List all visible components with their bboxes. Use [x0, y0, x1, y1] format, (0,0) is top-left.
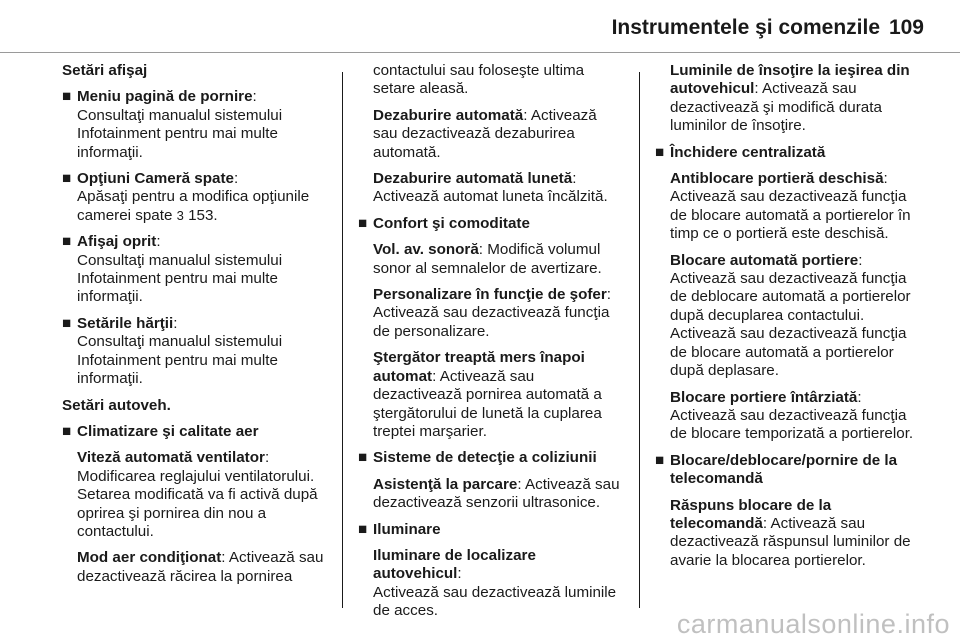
item-title: Confort şi comoditate — [373, 214, 530, 232]
item-colon: : — [233, 170, 239, 188]
sub-item — [373, 349, 624, 441]
bullet: ■ — [655, 143, 665, 161]
item-title: Setările hărţii — [77, 314, 174, 332]
sub-item-list — [358, 547, 624, 621]
menu-item — [62, 315, 330, 389]
sub-item — [670, 252, 923, 381]
sub-item — [670, 62, 923, 136]
menu-item — [62, 170, 330, 225]
sub-item-title: Viteză automată ventilator — [77, 449, 265, 467]
sub-item-list — [655, 170, 923, 444]
sub-item-text: Activează sau dezactivează funcţia de personalizare. — [373, 304, 610, 340]
section-heading: Setări autoveh. — [62, 396, 171, 414]
sub-item-sep: : — [517, 475, 522, 493]
sub-item-text: Activează sau dezactivează senzorii ultrasonice. — [373, 475, 620, 512]
item-text: Consultaţi manualul sistemului Infotainment pentru mai multe informaţii. — [77, 333, 283, 388]
sub-item-list — [358, 476, 624, 513]
sub-item-title: Blocare portiere întârziată — [670, 388, 858, 406]
item-title: Afişaj oprit — [77, 233, 157, 251]
item-title: Sisteme de detecţie a coliziunii — [373, 449, 597, 467]
item-title: Opţiuni Cameră spate — [77, 170, 234, 188]
sub-item-text: Modifică volumul sonor al semnalelor de avertizare. — [373, 241, 602, 277]
running-header-title: Instrumentele şi comenzile — [611, 16, 880, 39]
sub-item-text: Activează automat luneta încălzită. — [373, 188, 608, 206]
bullet: ■ — [62, 422, 72, 440]
continuation-block — [358, 62, 624, 207]
sub-item-text: Activează sau dezactivează funcţia de blocare temporizată a portierelor. — [670, 406, 914, 443]
sub-item-sep: : — [264, 449, 270, 467]
item-title: Climatizare şi calitate aer — [77, 422, 259, 440]
sub-item-title: Personalizare în funcţie de şofer — [373, 286, 607, 304]
sub-item — [670, 170, 923, 244]
header-rule — [0, 52, 960, 53]
bullet: ■ — [655, 451, 665, 469]
bullet: ■ — [62, 170, 72, 188]
sub-item — [373, 286, 624, 341]
sub-item-list — [655, 497, 923, 571]
column-3 — [655, 62, 923, 578]
sub-item-sep: : — [857, 388, 862, 406]
sub-item — [77, 549, 330, 586]
column-divider — [342, 72, 343, 608]
sub-item-sep: : — [858, 251, 863, 269]
item-title: Închidere centralizată — [670, 143, 826, 161]
watermark: carmanualsonline.info — [676, 609, 950, 639]
item-colon: : — [252, 88, 257, 106]
column-2 — [358, 62, 624, 629]
sub-item-title: Asistenţă la parcare — [373, 475, 518, 493]
sub-item — [373, 170, 624, 207]
menu-item — [358, 449, 624, 467]
item-colon: : — [173, 314, 178, 332]
bullet: ■ — [62, 88, 72, 106]
bullet: ■ — [358, 449, 368, 467]
menu-list — [62, 88, 330, 388]
item-text-after: 153. — [183, 206, 218, 224]
sub-item-text: Activează sau dezactivează şi modifică durata luminilor de însoţire. — [670, 80, 882, 135]
column-1 — [62, 62, 330, 594]
sub-item-sep: : — [432, 367, 437, 385]
sub-item-title: Iluminare de localizare autovehicul — [373, 546, 536, 583]
column-divider — [639, 72, 640, 608]
item-title: Iluminare — [373, 520, 441, 538]
sub-item-sep: : — [523, 106, 528, 124]
sub-item-list — [655, 62, 923, 136]
sub-item-list — [62, 449, 330, 586]
sub-item-sep: : — [221, 549, 226, 567]
sub-item-title: Dezaburire automată lunetă — [373, 170, 573, 188]
sub-item — [670, 389, 923, 444]
sub-item-text: Activează sau dezactivează răcirea la pornirea — [77, 549, 324, 585]
sub-item-sep: : — [762, 514, 768, 532]
sub-item-title: Mod aer condiţionat — [77, 549, 222, 567]
sub-item-text: Activează sau dezactivează pornirea automată a ştergătorului de lunetă la cuplarea treptei marşarier. — [373, 367, 602, 440]
sub-item-text: Modificarea reglajului ventilatorului. Setarea modificată va fi activă după oprirea şi pornirea din nou a contactului. — [77, 467, 318, 540]
sub-item-sep: : — [606, 286, 612, 304]
menu-item — [62, 88, 330, 162]
bullet: ■ — [62, 233, 72, 251]
item-text — [77, 188, 330, 225]
menu-item — [358, 215, 624, 233]
sub-item — [373, 476, 624, 513]
sub-item-text: Activează sau dezactivează luminile de acces. — [373, 583, 617, 620]
sub-item-sep: : — [457, 565, 462, 583]
menu-item — [358, 521, 624, 539]
sub-item-sep: : — [572, 170, 577, 188]
item-text: Consultaţi manualul sistemului Infotainment pentru mai multe informaţii. — [77, 106, 283, 161]
sub-item — [670, 497, 923, 571]
sub-item — [373, 547, 624, 621]
sub-item-title: Dezaburire automată — [373, 106, 524, 124]
page-number: 109 — [888, 16, 924, 39]
page-reference-icon: 3 — [176, 207, 184, 223]
sub-item-title: Luminile de însoţire la ieşirea din autovehicul — [670, 62, 910, 98]
sub-item-text: Activează sau dezactivează funcţia de blocare automată a portierelor în timp ce o portieră este deschisă. — [670, 188, 911, 243]
bullet: ■ — [358, 520, 368, 538]
sub-item-list — [358, 241, 624, 441]
item-title: Meniu pagină de pornire — [77, 88, 253, 106]
sub-item-title: Răspuns blocare de la telecomandă — [670, 496, 832, 532]
sub-item — [373, 241, 624, 278]
menu-item — [655, 144, 923, 162]
item-title: Blocare/deblocare/pornire de la telecomandă — [670, 451, 898, 488]
sub-item-title: Blocare automată portiere — [670, 251, 859, 269]
bullet: ■ — [358, 214, 368, 232]
item-colon: : — [156, 233, 161, 251]
continuation-text: contactului sau foloseşte ultima setare aleasă. — [373, 62, 585, 98]
sub-item-title: Ştergător treaptă mers înapoi automat — [373, 349, 585, 385]
sub-item-text: Activează sau dezactivează dezaburirea automată. — [373, 106, 597, 161]
menu-item — [655, 452, 923, 489]
item-text: Consultaţi manualul sistemului Infotainment pentru mai multe informaţii. — [77, 251, 283, 306]
sub-item-text: Activează sau dezactivează răspunsul luminilor de avarie la blocarea portierelor. — [670, 514, 911, 569]
menu-item — [62, 233, 330, 307]
menu-item — [62, 423, 330, 441]
item-text-before: Apăsaţi pentru a modifica opţiunile camerei spate — [77, 188, 310, 224]
sub-item-text: Activează sau dezactivează funcţia de deblocare automată a portierelor după decuplarea contactului. Activează sau dezactivează funcţia de blocare automată a portierelor după deplasare. — [670, 270, 911, 380]
section-heading: Setări afişaj — [62, 62, 148, 79]
sub-item-sep: : — [478, 241, 484, 259]
sub-item-sep: : — [754, 80, 759, 98]
bullet: ■ — [62, 314, 72, 332]
sub-item — [77, 449, 330, 541]
sub-item-title: Vol. av. sonoră — [373, 241, 479, 259]
sub-item-sep: : — [883, 170, 888, 188]
sub-item — [373, 107, 624, 162]
sub-item-title: Antiblocare portieră deschisă — [670, 170, 884, 188]
